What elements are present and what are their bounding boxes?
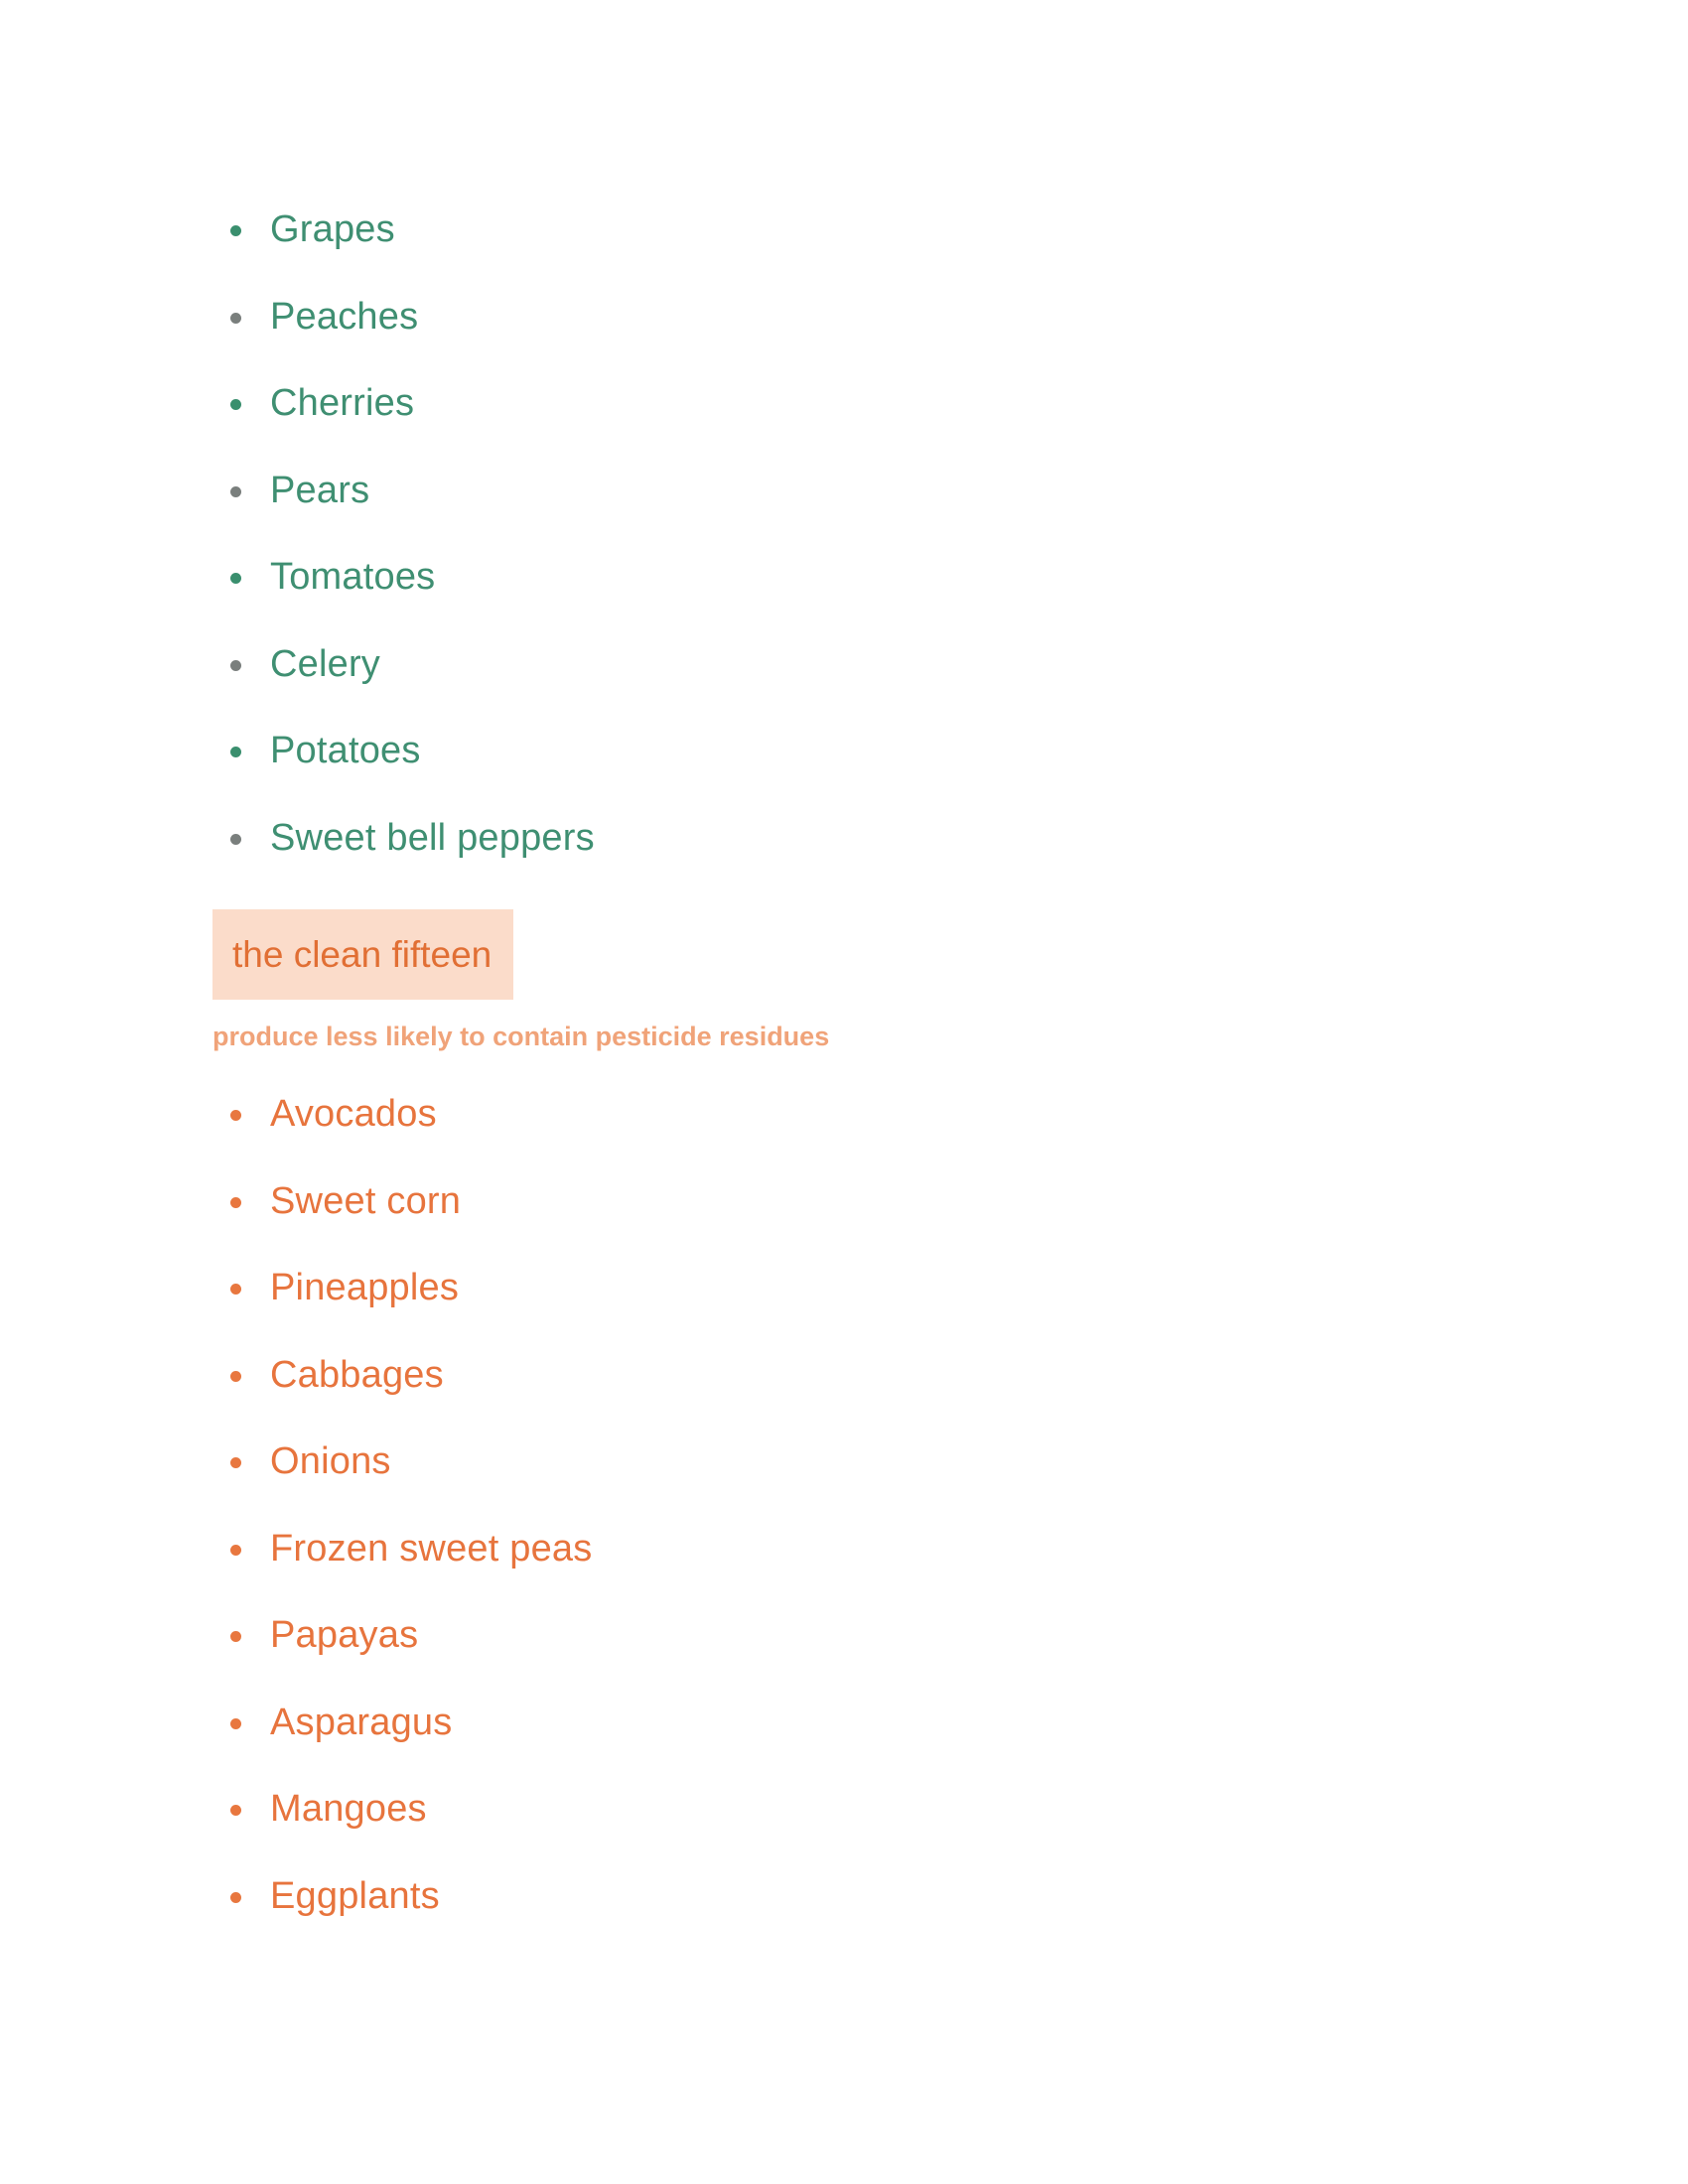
list-item-label: Sweet bell peppers xyxy=(270,816,595,859)
bullet-icon xyxy=(230,573,241,584)
list-item-label: Cabbages xyxy=(270,1353,444,1396)
list-item-label: Potatoes xyxy=(270,730,421,771)
list-item-label: Pineapples xyxy=(270,1267,460,1308)
bullet-icon xyxy=(230,225,241,236)
bullet-icon xyxy=(230,1197,241,1208)
bullet-icon xyxy=(230,1110,241,1121)
bullet-icon xyxy=(230,1284,241,1295)
bullet-icon xyxy=(230,313,241,324)
bullet-icon xyxy=(230,1371,241,1382)
bullet-icon xyxy=(230,1805,241,1816)
list-item-label: Mangoes xyxy=(270,1788,427,1830)
bullet-icon xyxy=(230,1545,241,1556)
list-item-label: Eggplants xyxy=(270,1874,440,1917)
clean-fifteen-heading xyxy=(212,909,513,1000)
bullet-icon xyxy=(230,486,241,497)
list-item-label: Cherries xyxy=(270,382,415,424)
bullet-icon xyxy=(230,1631,241,1642)
list-item-label: Celery xyxy=(270,642,381,685)
bullet-icon xyxy=(230,1892,241,1903)
section-heading-text: the clean fifteen xyxy=(232,934,492,975)
list-item-label: Papayas xyxy=(270,1614,419,1656)
bullet-icon xyxy=(230,660,241,671)
list-item-label: Sweet corn xyxy=(270,1179,462,1222)
bullet-icon xyxy=(230,1457,241,1468)
list-item-label: Pears xyxy=(270,469,370,511)
clean-fifteen-subheading: produce less likely to contain pesticide residues xyxy=(212,1022,830,1051)
bullet-icon xyxy=(230,1718,241,1729)
list-item-label: Frozen sweet peas xyxy=(270,1527,593,1570)
list-item-label: Peaches xyxy=(270,295,419,338)
bullet-icon xyxy=(230,399,241,410)
list-item-label: Tomatoes xyxy=(270,556,436,598)
list-item-label: Avocados xyxy=(270,1093,437,1135)
list-item-label: Asparagus xyxy=(270,1701,453,1743)
bullet-icon xyxy=(230,834,241,845)
bullet-icon xyxy=(230,747,241,757)
list-item-label: Onions xyxy=(270,1440,391,1482)
list-item-label: Grapes xyxy=(270,208,395,250)
